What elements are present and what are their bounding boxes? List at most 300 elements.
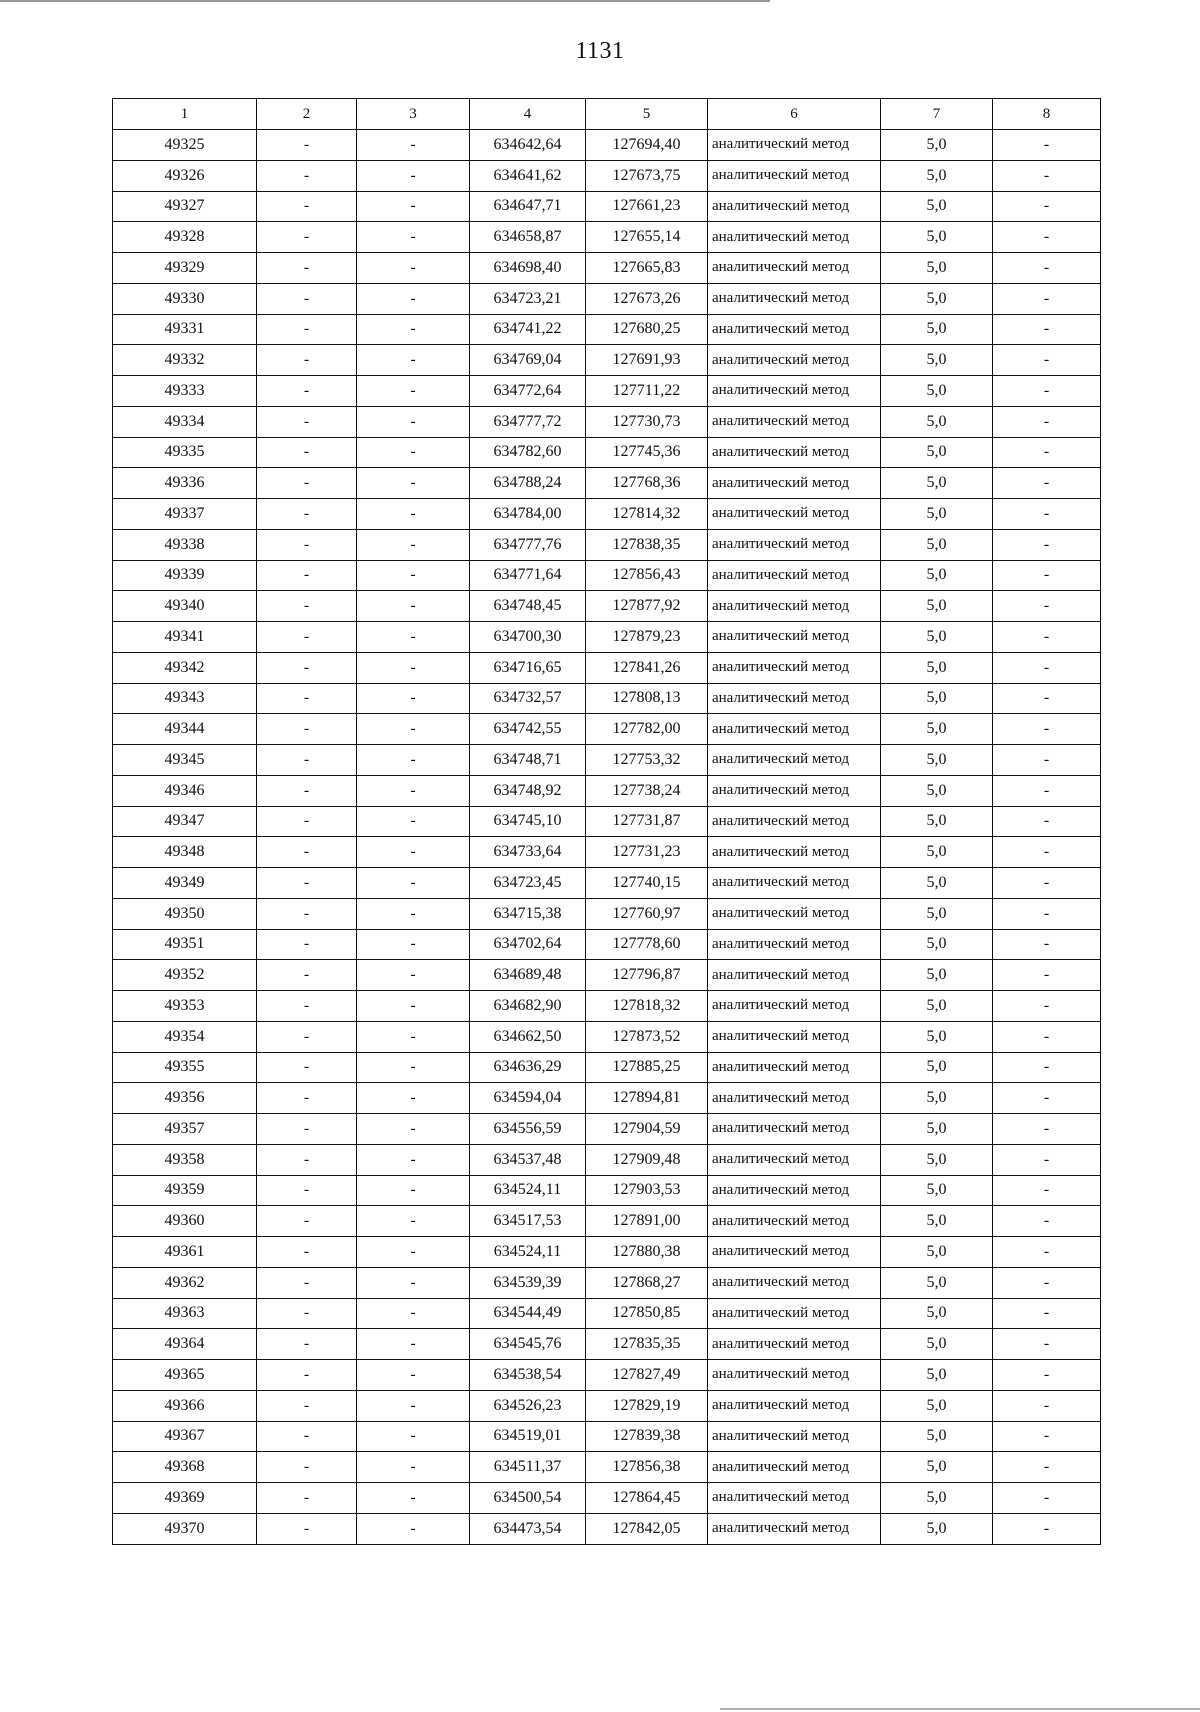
col-8-value-cell: - <box>993 929 1101 960</box>
col-2-value-cell: - <box>257 376 357 407</box>
table-row <box>113 468 1101 499</box>
y-coordinate-cell: 127873,52 <box>586 1021 708 1052</box>
y-coordinate-cell: 127730,73 <box>586 406 708 437</box>
col-8-value-cell: - <box>993 1144 1101 1175</box>
column-header: 6 <box>708 99 881 130</box>
col-8-value-cell: - <box>993 1267 1101 1298</box>
table-row <box>113 806 1101 837</box>
x-coordinate-cell: 634700,30 <box>470 622 586 653</box>
point-number-cell: 49337 <box>113 499 257 530</box>
accuracy-cell: 5,0 <box>881 160 993 191</box>
col-8-value-cell: - <box>993 1483 1101 1514</box>
col-3-value-cell: - <box>357 1329 470 1360</box>
accuracy-cell: 5,0 <box>881 437 993 468</box>
y-coordinate-cell: 127856,38 <box>586 1452 708 1483</box>
col-3-value-cell: - <box>357 1206 470 1237</box>
accuracy-cell: 5,0 <box>881 806 993 837</box>
col-8-value-cell: - <box>993 283 1101 314</box>
x-coordinate-cell: 634715,38 <box>470 898 586 929</box>
y-coordinate-cell: 127753,32 <box>586 745 708 776</box>
x-coordinate-cell: 634748,92 <box>470 775 586 806</box>
coordinates-table <box>112 98 1101 1545</box>
method-cell: аналитический метод <box>708 560 881 591</box>
col-2-value-cell: - <box>257 1206 357 1237</box>
col-3-value-cell: - <box>357 1175 470 1206</box>
accuracy-cell: 5,0 <box>881 560 993 591</box>
col-8-value-cell: - <box>993 1421 1101 1452</box>
accuracy-cell: 5,0 <box>881 591 993 622</box>
y-coordinate-cell: 127829,19 <box>586 1390 708 1421</box>
x-coordinate-cell: 634538,54 <box>470 1360 586 1391</box>
col-3-value-cell: - <box>357 775 470 806</box>
x-coordinate-cell: 634748,71 <box>470 745 586 776</box>
accuracy-cell: 5,0 <box>881 314 993 345</box>
x-coordinate-cell: 634524,11 <box>470 1175 586 1206</box>
accuracy-cell: 5,0 <box>881 775 993 806</box>
table-row <box>113 591 1101 622</box>
point-number-cell: 49338 <box>113 529 257 560</box>
table-row <box>113 1237 1101 1268</box>
col-3-value-cell: - <box>357 283 470 314</box>
col-8-value-cell: - <box>993 775 1101 806</box>
accuracy-cell: 5,0 <box>881 253 993 284</box>
col-3-value-cell: - <box>357 406 470 437</box>
accuracy-cell: 5,0 <box>881 468 993 499</box>
accuracy-cell: 5,0 <box>881 683 993 714</box>
point-number-cell: 49346 <box>113 775 257 806</box>
table-row <box>113 437 1101 468</box>
method-cell: аналитический метод <box>708 253 881 284</box>
y-coordinate-cell: 127891,00 <box>586 1206 708 1237</box>
table-row <box>113 1083 1101 1114</box>
method-cell: аналитический метод <box>708 991 881 1022</box>
method-cell: аналитический метод <box>708 437 881 468</box>
point-number-cell: 49352 <box>113 960 257 991</box>
col-8-value-cell: - <box>993 652 1101 683</box>
col-2-value-cell: - <box>257 560 357 591</box>
col-2-value-cell: - <box>257 499 357 530</box>
y-coordinate-cell: 127818,32 <box>586 991 708 1022</box>
y-coordinate-cell: 127673,75 <box>586 160 708 191</box>
x-coordinate-cell: 634788,24 <box>470 468 586 499</box>
x-coordinate-cell: 634689,48 <box>470 960 586 991</box>
x-coordinate-cell: 634511,37 <box>470 1452 586 1483</box>
col-2-value-cell: - <box>257 283 357 314</box>
col-8-value-cell: - <box>993 622 1101 653</box>
point-number-cell: 49367 <box>113 1421 257 1452</box>
accuracy-cell: 5,0 <box>881 991 993 1022</box>
table-row <box>113 406 1101 437</box>
col-3-value-cell: - <box>357 1483 470 1514</box>
col-8-value-cell: - <box>993 1175 1101 1206</box>
method-cell: аналитический метод <box>708 1114 881 1145</box>
x-coordinate-cell: 634742,55 <box>470 714 586 745</box>
table-row <box>113 1329 1101 1360</box>
y-coordinate-cell: 127879,23 <box>586 622 708 653</box>
accuracy-cell: 5,0 <box>881 1237 993 1268</box>
accuracy-cell: 5,0 <box>881 345 993 376</box>
x-coordinate-cell: 634524,11 <box>470 1237 586 1268</box>
col-8-value-cell: - <box>993 868 1101 899</box>
y-coordinate-cell: 127711,22 <box>586 376 708 407</box>
col-2-value-cell: - <box>257 991 357 1022</box>
method-cell: аналитический метод <box>708 1021 881 1052</box>
col-8-value-cell: - <box>993 591 1101 622</box>
table-row <box>113 160 1101 191</box>
x-coordinate-cell: 634658,87 <box>470 222 586 253</box>
table-row <box>113 222 1101 253</box>
method-cell: аналитический метод <box>708 1267 881 1298</box>
col-3-value-cell: - <box>357 437 470 468</box>
y-coordinate-cell: 127655,14 <box>586 222 708 253</box>
table-row <box>113 314 1101 345</box>
col-3-value-cell: - <box>357 253 470 284</box>
accuracy-cell: 5,0 <box>881 1021 993 1052</box>
y-coordinate-cell: 127827,49 <box>586 1360 708 1391</box>
col-3-value-cell: - <box>357 222 470 253</box>
col-8-value-cell: - <box>993 1329 1101 1360</box>
method-cell: аналитический метод <box>708 1237 881 1268</box>
col-8-value-cell: - <box>993 191 1101 222</box>
x-coordinate-cell: 634777,76 <box>470 529 586 560</box>
col-8-value-cell: - <box>993 1021 1101 1052</box>
y-coordinate-cell: 127661,23 <box>586 191 708 222</box>
col-2-value-cell: - <box>257 622 357 653</box>
x-coordinate-cell: 634745,10 <box>470 806 586 837</box>
col-3-value-cell: - <box>357 314 470 345</box>
method-cell: аналитический метод <box>708 1360 881 1391</box>
col-2-value-cell: - <box>257 406 357 437</box>
x-coordinate-cell: 634500,54 <box>470 1483 586 1514</box>
method-cell: аналитический метод <box>708 130 881 161</box>
col-3-value-cell: - <box>357 1421 470 1452</box>
col-3-value-cell: - <box>357 806 470 837</box>
col-3-value-cell: - <box>357 1298 470 1329</box>
y-coordinate-cell: 127796,87 <box>586 960 708 991</box>
method-cell: аналитический метод <box>708 1083 881 1114</box>
col-8-value-cell: - <box>993 468 1101 499</box>
col-2-value-cell: - <box>257 253 357 284</box>
col-2-value-cell: - <box>257 222 357 253</box>
col-2-value-cell: - <box>257 837 357 868</box>
table-row <box>113 868 1101 899</box>
col-8-value-cell: - <box>993 1452 1101 1483</box>
method-cell: аналитический метод <box>708 468 881 499</box>
x-coordinate-cell: 634702,64 <box>470 929 586 960</box>
y-coordinate-cell: 127903,53 <box>586 1175 708 1206</box>
point-number-cell: 49340 <box>113 591 257 622</box>
point-number-cell: 49345 <box>113 745 257 776</box>
col-2-value-cell: - <box>257 652 357 683</box>
accuracy-cell: 5,0 <box>881 868 993 899</box>
table-row <box>113 345 1101 376</box>
point-number-cell: 49361 <box>113 1237 257 1268</box>
y-coordinate-cell: 127877,92 <box>586 591 708 622</box>
x-coordinate-cell: 634641,62 <box>470 160 586 191</box>
x-coordinate-cell: 634519,01 <box>470 1421 586 1452</box>
col-2-value-cell: - <box>257 191 357 222</box>
point-number-cell: 49329 <box>113 253 257 284</box>
x-coordinate-cell: 634748,45 <box>470 591 586 622</box>
method-cell: аналитический метод <box>708 960 881 991</box>
column-header: 1 <box>113 99 257 130</box>
x-coordinate-cell: 634741,22 <box>470 314 586 345</box>
col-3-value-cell: - <box>357 499 470 530</box>
col-3-value-cell: - <box>357 1267 470 1298</box>
x-coordinate-cell: 634782,60 <box>470 437 586 468</box>
table-row <box>113 191 1101 222</box>
method-cell: аналитический метод <box>708 683 881 714</box>
point-number-cell: 49327 <box>113 191 257 222</box>
point-number-cell: 49353 <box>113 991 257 1022</box>
accuracy-cell: 5,0 <box>881 1483 993 1514</box>
col-3-value-cell: - <box>357 376 470 407</box>
col-3-value-cell: - <box>357 1513 470 1544</box>
y-coordinate-cell: 127856,43 <box>586 560 708 591</box>
y-coordinate-cell: 127782,00 <box>586 714 708 745</box>
table-row <box>113 253 1101 284</box>
x-coordinate-cell: 634723,45 <box>470 868 586 899</box>
col-3-value-cell: - <box>357 683 470 714</box>
method-cell: аналитический метод <box>708 499 881 530</box>
point-number-cell: 49335 <box>113 437 257 468</box>
col-2-value-cell: - <box>257 1114 357 1145</box>
col-8-value-cell: - <box>993 1390 1101 1421</box>
accuracy-cell: 5,0 <box>881 529 993 560</box>
point-number-cell: 49347 <box>113 806 257 837</box>
accuracy-cell: 5,0 <box>881 960 993 991</box>
table-row <box>113 1298 1101 1329</box>
table-row <box>113 929 1101 960</box>
col-3-value-cell: - <box>357 868 470 899</box>
point-number-cell: 49334 <box>113 406 257 437</box>
method-cell: аналитический метод <box>708 222 881 253</box>
col-8-value-cell: - <box>993 1206 1101 1237</box>
method-cell: аналитический метод <box>708 622 881 653</box>
scan-edge-bottom <box>720 1708 1200 1710</box>
x-coordinate-cell: 634647,71 <box>470 191 586 222</box>
col-2-value-cell: - <box>257 1483 357 1514</box>
point-number-cell: 49357 <box>113 1114 257 1145</box>
table-body <box>113 130 1101 1545</box>
point-number-cell: 49330 <box>113 283 257 314</box>
accuracy-cell: 5,0 <box>881 1175 993 1206</box>
x-coordinate-cell: 634556,59 <box>470 1114 586 1145</box>
col-2-value-cell: - <box>257 1237 357 1268</box>
col-3-value-cell: - <box>357 1360 470 1391</box>
y-coordinate-cell: 127760,97 <box>586 898 708 929</box>
y-coordinate-cell: 127835,35 <box>586 1329 708 1360</box>
accuracy-cell: 5,0 <box>881 714 993 745</box>
col-3-value-cell: - <box>357 652 470 683</box>
y-coordinate-cell: 127909,48 <box>586 1144 708 1175</box>
accuracy-cell: 5,0 <box>881 1083 993 1114</box>
method-cell: аналитический метод <box>708 837 881 868</box>
point-number-cell: 49356 <box>113 1083 257 1114</box>
accuracy-cell: 5,0 <box>881 1329 993 1360</box>
point-number-cell: 49351 <box>113 929 257 960</box>
col-2-value-cell: - <box>257 314 357 345</box>
x-coordinate-cell: 634545,76 <box>470 1329 586 1360</box>
accuracy-cell: 5,0 <box>881 1421 993 1452</box>
table-row <box>113 499 1101 530</box>
col-3-value-cell: - <box>357 1052 470 1083</box>
x-coordinate-cell: 634784,00 <box>470 499 586 530</box>
y-coordinate-cell: 127768,36 <box>586 468 708 499</box>
point-number-cell: 49355 <box>113 1052 257 1083</box>
col-3-value-cell: - <box>357 960 470 991</box>
column-header: 8 <box>993 99 1101 130</box>
method-cell: аналитический метод <box>708 1175 881 1206</box>
point-number-cell: 49366 <box>113 1390 257 1421</box>
col-2-value-cell: - <box>257 714 357 745</box>
col-8-value-cell: - <box>993 745 1101 776</box>
col-2-value-cell: - <box>257 1513 357 1544</box>
col-8-value-cell: - <box>993 253 1101 284</box>
x-coordinate-cell: 634716,65 <box>470 652 586 683</box>
col-2-value-cell: - <box>257 1421 357 1452</box>
col-2-value-cell: - <box>257 1175 357 1206</box>
y-coordinate-cell: 127894,81 <box>586 1083 708 1114</box>
x-coordinate-cell: 634473,54 <box>470 1513 586 1544</box>
method-cell: аналитический метод <box>708 283 881 314</box>
point-number-cell: 49370 <box>113 1513 257 1544</box>
col-2-value-cell: - <box>257 1021 357 1052</box>
method-cell: аналитический метод <box>708 775 881 806</box>
col-3-value-cell: - <box>357 1021 470 1052</box>
table-row <box>113 1483 1101 1514</box>
y-coordinate-cell: 127868,27 <box>586 1267 708 1298</box>
x-coordinate-cell: 634769,04 <box>470 345 586 376</box>
y-coordinate-cell: 127694,40 <box>586 130 708 161</box>
method-cell: аналитический метод <box>708 1298 881 1329</box>
y-coordinate-cell: 127745,36 <box>586 437 708 468</box>
accuracy-cell: 5,0 <box>881 837 993 868</box>
col-2-value-cell: - <box>257 1360 357 1391</box>
col-8-value-cell: - <box>993 1237 1101 1268</box>
table-row <box>113 1206 1101 1237</box>
y-coordinate-cell: 127850,85 <box>586 1298 708 1329</box>
table-row <box>113 1360 1101 1391</box>
point-number-cell: 49363 <box>113 1298 257 1329</box>
y-coordinate-cell: 127738,24 <box>586 775 708 806</box>
point-number-cell: 49326 <box>113 160 257 191</box>
method-cell: аналитический метод <box>708 1390 881 1421</box>
x-coordinate-cell: 634642,64 <box>470 130 586 161</box>
y-coordinate-cell: 127691,93 <box>586 345 708 376</box>
method-cell: аналитический метод <box>708 898 881 929</box>
col-8-value-cell: - <box>993 683 1101 714</box>
col-3-value-cell: - <box>357 1114 470 1145</box>
y-coordinate-cell: 127808,13 <box>586 683 708 714</box>
col-3-value-cell: - <box>357 1452 470 1483</box>
accuracy-cell: 5,0 <box>881 1513 993 1544</box>
table-row <box>113 1452 1101 1483</box>
y-coordinate-cell: 127665,83 <box>586 253 708 284</box>
col-8-value-cell: - <box>993 1298 1101 1329</box>
method-cell: аналитический метод <box>708 1513 881 1544</box>
point-number-cell: 49333 <box>113 376 257 407</box>
accuracy-cell: 5,0 <box>881 1206 993 1237</box>
x-coordinate-cell: 634544,49 <box>470 1298 586 1329</box>
method-cell: аналитический метод <box>708 745 881 776</box>
accuracy-cell: 5,0 <box>881 1390 993 1421</box>
accuracy-cell: 5,0 <box>881 745 993 776</box>
table-row <box>113 1175 1101 1206</box>
point-number-cell: 49341 <box>113 622 257 653</box>
col-2-value-cell: - <box>257 775 357 806</box>
x-coordinate-cell: 634733,64 <box>470 837 586 868</box>
col-2-value-cell: - <box>257 437 357 468</box>
col-2-value-cell: - <box>257 929 357 960</box>
col-8-value-cell: - <box>993 499 1101 530</box>
col-3-value-cell: - <box>357 898 470 929</box>
col-2-value-cell: - <box>257 806 357 837</box>
col-8-value-cell: - <box>993 376 1101 407</box>
col-8-value-cell: - <box>993 714 1101 745</box>
x-coordinate-cell: 634662,50 <box>470 1021 586 1052</box>
accuracy-cell: 5,0 <box>881 222 993 253</box>
point-number-cell: 49339 <box>113 560 257 591</box>
method-cell: аналитический метод <box>708 406 881 437</box>
column-header: 5 <box>586 99 708 130</box>
col-2-value-cell: - <box>257 745 357 776</box>
col-2-value-cell: - <box>257 1390 357 1421</box>
table-row <box>113 837 1101 868</box>
accuracy-cell: 5,0 <box>881 1114 993 1145</box>
col-8-value-cell: - <box>993 960 1101 991</box>
accuracy-cell: 5,0 <box>881 929 993 960</box>
point-number-cell: 49368 <box>113 1452 257 1483</box>
col-8-value-cell: - <box>993 160 1101 191</box>
col-2-value-cell: - <box>257 1144 357 1175</box>
col-2-value-cell: - <box>257 1329 357 1360</box>
table-row <box>113 960 1101 991</box>
accuracy-cell: 5,0 <box>881 622 993 653</box>
point-number-cell: 49328 <box>113 222 257 253</box>
point-number-cell: 49360 <box>113 1206 257 1237</box>
x-coordinate-cell: 634682,90 <box>470 991 586 1022</box>
table-row <box>113 1144 1101 1175</box>
col-3-value-cell: - <box>357 1144 470 1175</box>
y-coordinate-cell: 127814,32 <box>586 499 708 530</box>
point-number-cell: 49349 <box>113 868 257 899</box>
col-3-value-cell: - <box>357 591 470 622</box>
y-coordinate-cell: 127864,45 <box>586 1483 708 1514</box>
col-8-value-cell: - <box>993 345 1101 376</box>
table-row <box>113 283 1101 314</box>
col-8-value-cell: - <box>993 1360 1101 1391</box>
col-2-value-cell: - <box>257 160 357 191</box>
col-2-value-cell: - <box>257 1083 357 1114</box>
col-8-value-cell: - <box>993 991 1101 1022</box>
point-number-cell: 49362 <box>113 1267 257 1298</box>
accuracy-cell: 5,0 <box>881 376 993 407</box>
method-cell: аналитический метод <box>708 714 881 745</box>
point-number-cell: 49365 <box>113 1360 257 1391</box>
y-coordinate-cell: 127740,15 <box>586 868 708 899</box>
accuracy-cell: 5,0 <box>881 1360 993 1391</box>
accuracy-cell: 5,0 <box>881 1452 993 1483</box>
col-2-value-cell: - <box>257 683 357 714</box>
x-coordinate-cell: 634732,57 <box>470 683 586 714</box>
col-3-value-cell: - <box>357 1237 470 1268</box>
table-row <box>113 376 1101 407</box>
x-coordinate-cell: 634698,40 <box>470 253 586 284</box>
x-coordinate-cell: 634539,39 <box>470 1267 586 1298</box>
col-2-value-cell: - <box>257 1052 357 1083</box>
table-row <box>113 1267 1101 1298</box>
